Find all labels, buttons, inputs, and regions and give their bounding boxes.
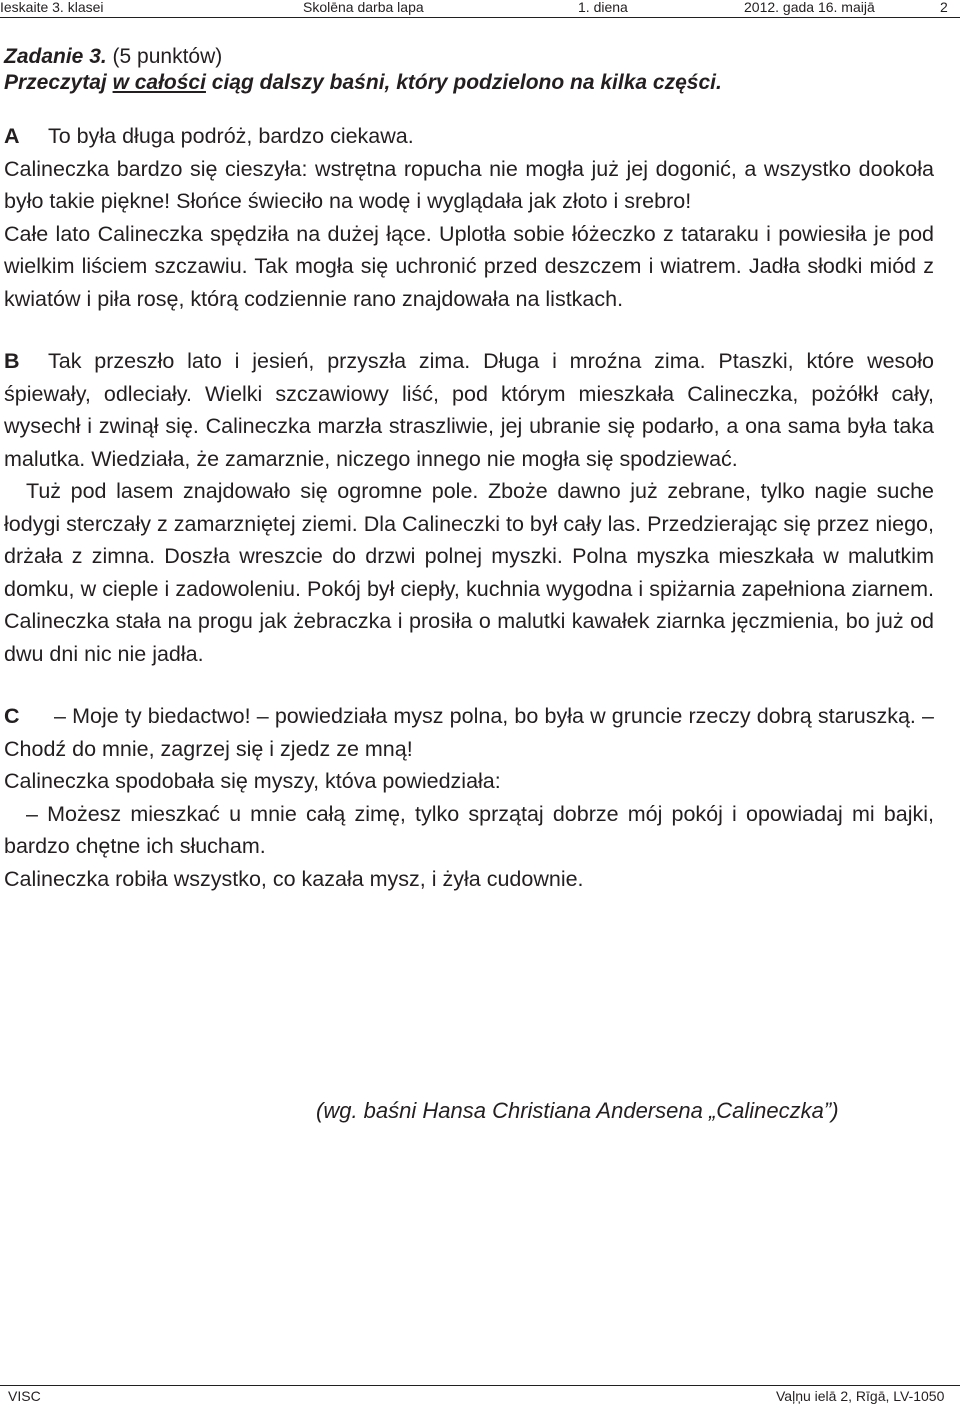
section-a-letter: A — [4, 124, 20, 148]
task-instruction — [4, 69, 934, 96]
instruction-underlined: w całości — [112, 71, 206, 94]
source-citation: (wg. baśni Hansa Christiana Andersena „Calineczka”) — [316, 1098, 839, 1123]
header-page-number: 2 — [940, 0, 948, 15]
section-c-paragraph-2: Calineczka spodobała się myszy, któva powiedziała: — [4, 769, 501, 793]
page-content — [4, 44, 934, 895]
section-b-letter: B — [4, 349, 20, 373]
section-c-text-1: – Moje ty biedactwo! – powiedziała mysz polna, bo była w gruncie rzeczy dobrą staruszką. – Chodź do mnie, zagrzej się i zjedz ze mną! — [4, 704, 934, 761]
page-header — [0, 0, 960, 18]
section-c-letter: C — [4, 704, 20, 728]
section-a-opening: To była długa podróż, bardzo ciekawa. — [48, 124, 414, 148]
page-footer — [0, 1385, 960, 1406]
instruction-text-start: Przeczytaj — [4, 71, 113, 94]
section-c-paragraph-3: – Możesz mieszkać u mnie całą zimę, tylko sprzątaj dobrze mój pokój i opowiadaj mi bajki, bardzo chętne ich słucham. — [4, 801, 934, 858]
task-heading — [4, 44, 934, 69]
section-a-first-line — [4, 120, 934, 153]
header-date: 2012. gada 16. maijā — [744, 0, 875, 15]
instruction-text-end: ciąg dalszy baśni, który podzielono na kilka części. — [205, 71, 722, 94]
footer-organization: VISC — [8, 1388, 41, 1404]
header-worksheet: Skolēna darba lapa — [303, 0, 424, 15]
section-a-paragraph-1: Calineczka bardzo się cieszyła: wstrętna ropucha nie mogła już jej dogonić, a wszystko dookoła było takie piękne! Słońce świeciło na wodę i wyglądała jak złoto i srebro! — [4, 156, 934, 213]
task-title: Zadanie 3. — [4, 45, 107, 68]
section-c-paragraph-4: Calineczka robiła wszystko, co kazała mysz, i żyła cudownie. — [4, 866, 584, 891]
section-b-paragraph-1 — [4, 345, 934, 475]
section-a-paragraph-2: Całe lato Calineczka spędziła na dużej łące. Uplotła sobie łóżeczko z tataraku i powiesiła je pod wielkim liściem szczawiu. Tak mogła się uchronić przed deszczem i wiatrem. Jadła słodki miód z kwiatów i piła rosę, którą codziennie rano znajdowała na listkach. — [4, 221, 934, 311]
header-exam-title: Ieskaite 3. klasei — [0, 0, 104, 15]
section-c-paragraph-1 — [4, 700, 934, 765]
section-b-paragraph-2: Tuż pod lasem znajdowało się ogromne pole. Zboże dawno już zebrane, tylko nagie suche łodygi sterczały z zamarzniętej ziemi. Dla Calineczki to był cały las. Przedzierając się przez niego, drżała z zimna. Doszła wreszcie do drzwi polnej myszki. Polna myszka mieszkała w malutkim domku, w cieple i zadowoleniu. Pokój był ciepły, kuchnia wygodna i spiżarnia zapełniona ziarnem. Calineczka stała na progu jak żebraczka i prosiła o malutki kawałek ziarnka jęczmienia, bo już od dwu dni nic nie jadła. — [4, 479, 934, 666]
footer-address: Vaļņu ielā 2, Rīgā, LV-1050 — [776, 1388, 945, 1404]
section-b-text-1: Tak przeszło lato i jesień, przyszła zima. Długa i mroźna zima. Ptaszki, które wesoło śpiewały, odleciały. Wielki szczawiowy liść, pod którym mieszkała Calineczka, pożółkł cały, wysechł i zwinął się. Calineczka marzła straszliwie, jej ubranie się podarło, a ona sama była taka malutka. Wiedziała, że zamarznie, niczego innego nie mogła się spodziewać. — [4, 349, 934, 471]
header-day: 1. diena — [578, 0, 628, 15]
task-points: (5 punktów) — [112, 45, 223, 68]
